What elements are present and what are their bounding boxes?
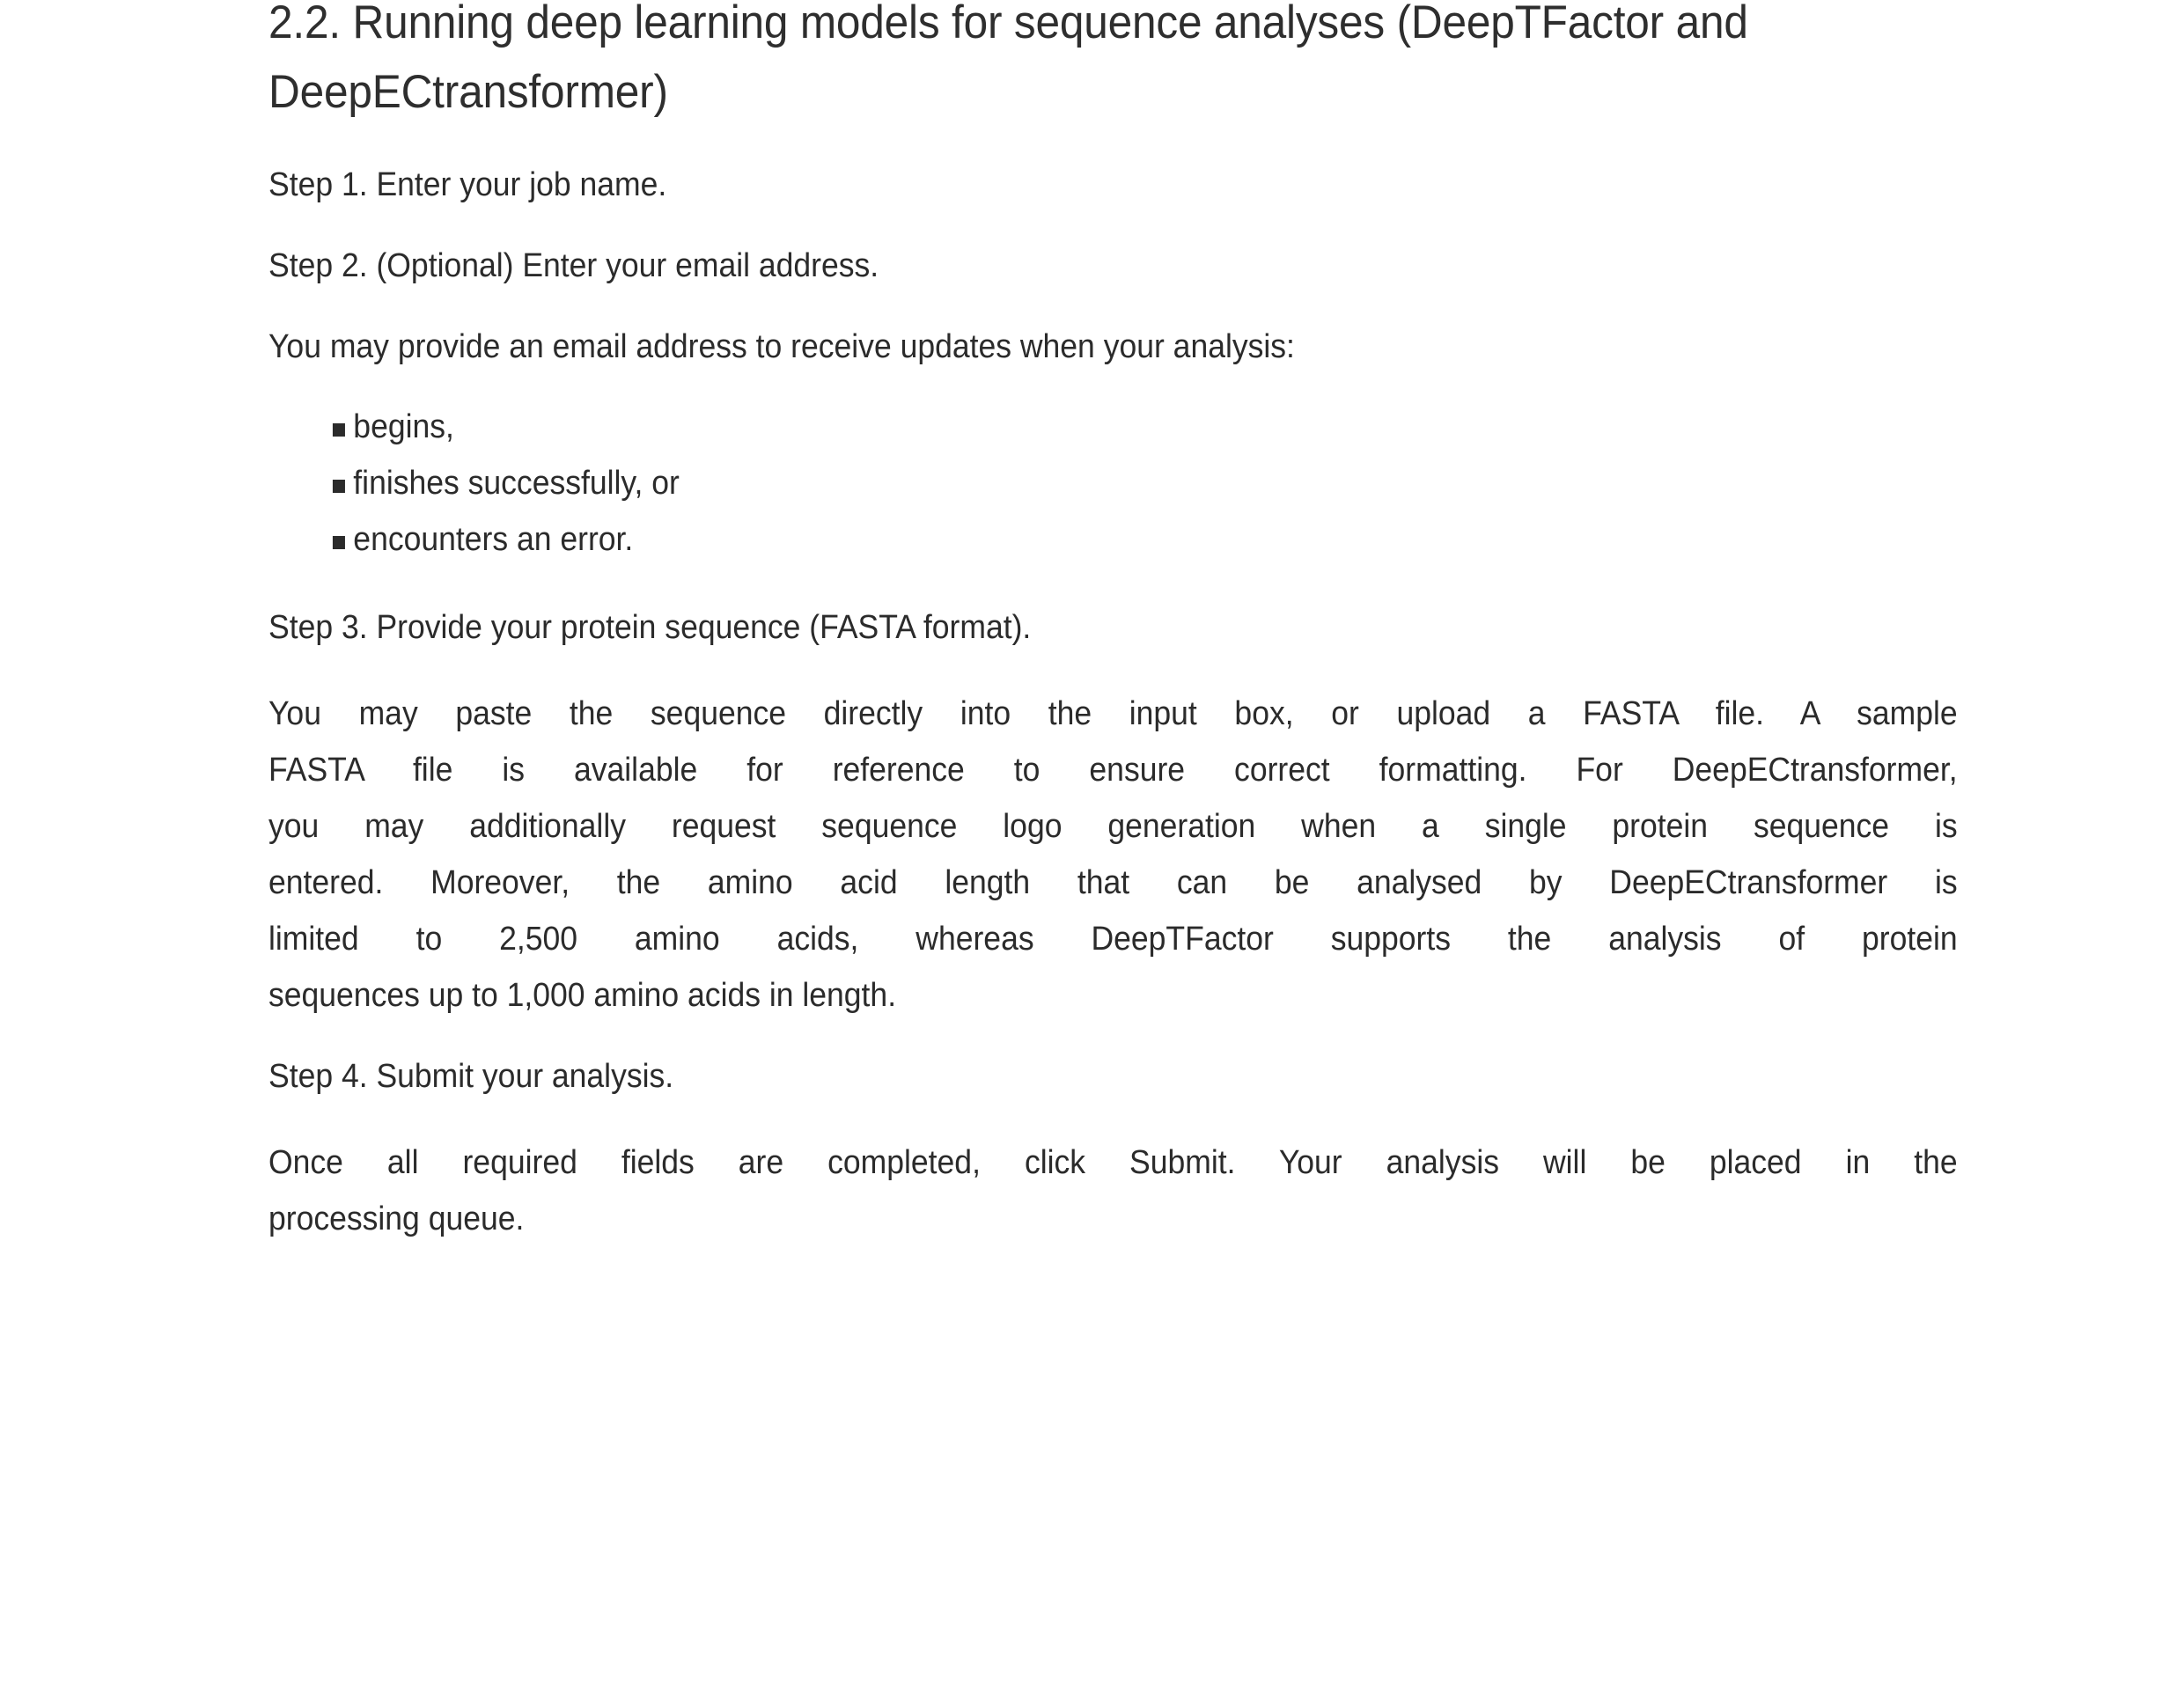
step-3-text: Step 3. Provide your protein sequence (FASTA format). <box>268 609 1032 646</box>
list-item-label: encounters an error. <box>353 521 634 558</box>
filled-square-bullet-icon <box>333 480 345 493</box>
paragraph-line: You may paste the sequence directly into the input box, or upload a FASTA file. A sample <box>268 695 1958 732</box>
paragraph-line: you may additionally request sequence logo generation when a single protein sequence is <box>268 808 1958 845</box>
filled-square-bullet-icon <box>333 423 345 437</box>
document-content <box>268 0 1959 1272</box>
email-notification-list <box>268 400 1956 568</box>
step-4-paragraph <box>268 1134 1958 1247</box>
list-item <box>268 400 1956 455</box>
paragraph-line: processing queue. <box>268 1200 525 1237</box>
step-4-text: Step 4. Submit your analysis. <box>268 1058 674 1095</box>
page-title <box>268 0 1833 127</box>
page-title-line-1: 2.2. Running deep learning models for sequence analyses (DeepTFactor <box>268 0 1665 48</box>
list-item <box>268 456 1956 511</box>
paragraph-line: FASTA file is available for reference to ensure correct formatting. For DeepECtransformer, <box>268 752 1958 789</box>
list-item-label: begins, <box>353 408 454 445</box>
paragraph-line: limited to 2,500 amino acids, whereas DeepTFactor supports the analysis of protein <box>268 921 1958 958</box>
list-item <box>268 512 1956 568</box>
step-3-paragraph <box>268 686 1958 1024</box>
paragraph-line: sequences up to 1,000 amino acids in length. <box>268 977 897 1014</box>
filled-square-bullet-icon <box>333 536 345 549</box>
page-title-line-2: and DeepECtransformer) <box>268 0 1748 118</box>
list-item-label: finishes successfully, or <box>353 465 680 502</box>
step-1-text: Step 1. Enter your job name. <box>268 166 667 203</box>
email-intro-text: You may provide an email address to receive updates when your analysis: <box>268 328 1295 365</box>
paragraph-line: entered. Moreover, the amino acid length that can be analysed by DeepECtransformer is <box>268 864 1958 901</box>
step-2-text: Step 2. (Optional) Enter your email address. <box>268 247 879 284</box>
paragraph-line: Once all required fields are completed, click Submit. Your analysis will be placed in the <box>268 1144 1958 1181</box>
